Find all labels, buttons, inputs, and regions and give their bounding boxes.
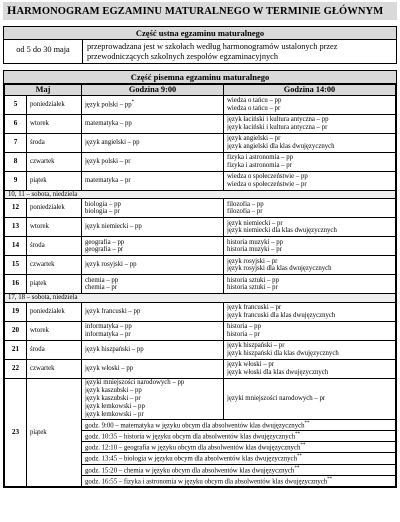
exam-entry: język francuski – pp: [85, 308, 141, 316]
morning-exams: [82, 275, 224, 294]
oral-exam-description: przeprowadzana jest w szkołach według harmonogramów ustalonych przez przewodniczących szkolnych zespołów egzaminacyjnych: [87, 42, 338, 61]
morning-exams: [82, 341, 224, 360]
weekend-row: [5, 294, 396, 303]
table-row: [5, 218, 396, 237]
morning-exams: [82, 237, 224, 256]
exam-entry: filozofia – pp: [227, 200, 264, 208]
afternoon-exams: [224, 360, 396, 379]
morning-exams: [82, 322, 224, 341]
table-row: [5, 133, 396, 152]
exam-entry: języki mniejszości narodowych – pr: [227, 395, 326, 403]
weekday: poniedziałek: [27, 199, 82, 218]
exam-entry: historia – pp: [227, 323, 261, 331]
exam-entry: język łemkowski – pp: [85, 403, 145, 411]
weekday: wtorek: [27, 114, 82, 133]
exam-entry: historia sztuki – pr: [227, 284, 278, 292]
afternoon-exams: [224, 256, 396, 275]
extra-exam-entry: godz. 9:00 – matematyka w języku obcym dla absolwentów klas dwujęzycznych**: [82, 419, 396, 430]
exam-entry: matematyka – pp: [85, 119, 132, 127]
page-title: [3, 2, 397, 20]
column-header-9: Godzina 9:00: [82, 85, 224, 96]
weekday: czwartek: [27, 360, 82, 379]
afternoon-exams: [224, 341, 396, 360]
morning-exams: [82, 199, 224, 218]
weekday: wtorek: [27, 218, 82, 237]
afternoon-exams: [224, 95, 396, 114]
day-number: 20: [5, 322, 27, 341]
exam-entry: język rosyjski – pr: [227, 257, 278, 265]
oral-exam-dates: od 5 do 30 maja: [4, 40, 83, 63]
exam-entry: geografia – pp: [85, 238, 125, 246]
exam-entry: biologia – pr: [85, 208, 120, 216]
weekday: środa: [27, 133, 82, 152]
exam-entry: język rosyjski dla klas dwujęzycznych: [227, 265, 332, 273]
exam-entry: język niemiecki – pp: [85, 223, 142, 231]
afternoon-exams: [224, 303, 396, 322]
table-row: [5, 171, 396, 190]
exam-entry: chemia – pr: [85, 284, 118, 292]
morning-exams: [82, 95, 224, 114]
day-number: 12: [5, 199, 27, 218]
table-row: [5, 303, 396, 322]
extra-exam-entry: godz. 12:10 – geografia w języku obcym dla absolwentów klas dwujęzycznych**: [82, 442, 396, 453]
day-number: 9: [5, 171, 27, 190]
footnote-mark: **: [327, 476, 333, 482]
morning-exams: [82, 303, 224, 322]
exam-entry: filozofia – pr: [227, 208, 263, 216]
afternoon-exams: [224, 218, 396, 237]
extra-exam-entry: godz. 16:55 – fizyka i astronomia w języku obcym dla absolwentów klas dwujęzycznych**: [82, 475, 396, 486]
title-first-letter: H: [7, 3, 17, 17]
written-exam-table: [4, 84, 396, 487]
table-row: [5, 341, 396, 360]
day-number: 13: [5, 218, 27, 237]
table-row: [5, 379, 396, 420]
exam-entry: matematyka – pr: [85, 176, 131, 184]
morning-exams: [82, 171, 224, 190]
morning-exams: [82, 152, 224, 171]
exam-entry: historia muzyki – pr: [227, 246, 282, 254]
written-exam-header: Część pisemna egzaminu maturalnego: [4, 71, 396, 84]
weekday: piątek: [27, 275, 82, 294]
weekday: poniedziałek: [27, 303, 82, 322]
afternoon-exams: [224, 171, 396, 190]
exam-entry: geografia – pr: [85, 246, 124, 254]
extra-exam-entry: godz. 10:35 – historia w języku obcym dla absolwentów klas dwujęzycznych**: [82, 431, 396, 442]
exam-entry: informatyka – pr: [85, 331, 131, 339]
footnote-mark: **: [295, 432, 301, 438]
exam-entry: język kaszubski – pr: [85, 395, 141, 403]
exam-entry: język polski – pp*: [85, 100, 135, 109]
afternoon-exams: [224, 237, 396, 256]
weekend-label: 10, 11 – sobota, niedziela: [5, 190, 396, 199]
exam-entry: język francuski – pr: [227, 304, 282, 312]
exam-entry: język łaciński i kultura antyczna – pr: [227, 123, 328, 131]
day-number: 6: [5, 114, 27, 133]
exam-entry: wiedza o społeczeństwie – pr: [227, 180, 307, 188]
extra-exam-entry: godz. 15:20 – chemia w języku obcym dla absolwentów klas dwujęzycznych**: [82, 464, 396, 475]
exam-entry: fizyka i astronomia – pr: [227, 161, 292, 169]
footnote-mark: **: [294, 465, 300, 471]
exam-entry: język łemkowski – pr: [85, 410, 144, 418]
column-header-month: Maj: [5, 85, 82, 96]
morning-exams: [82, 133, 224, 152]
day-number: 7: [5, 133, 27, 152]
table-row: [5, 322, 396, 341]
exam-entry: biologia – pp: [85, 200, 121, 208]
footnote-mark: **: [296, 454, 302, 460]
exam-entry: języki mniejszości narodowych – pp: [85, 379, 185, 387]
exam-entry: język włoski – pp: [85, 365, 134, 373]
extra-exam-entry: godz. 13:45 – biologia w języku obcym dla absolwentów klas dwujęzycznych**: [82, 453, 396, 464]
exam-entry: język polski – pr: [85, 157, 131, 165]
column-header-14: Godzina 14:00: [224, 85, 396, 96]
weekday: piątek: [27, 171, 82, 190]
exam-entry: wiedza o tańcu – pr: [227, 104, 281, 112]
table-row: [5, 360, 396, 379]
afternoon-exams: [224, 322, 396, 341]
schedule-page: [3, 2, 397, 488]
morning-exams: [82, 360, 224, 379]
afternoon-exams: [224, 114, 396, 133]
exam-entry: język niemiecki – pr: [227, 219, 283, 227]
morning-exams: [82, 379, 224, 420]
exam-entry: język włoski dla klas dwujęzycznych: [227, 369, 329, 377]
exam-entry: język rosyjski – pp: [85, 261, 137, 269]
afternoon-exams: [224, 133, 396, 152]
table-row: [5, 256, 396, 275]
footnote-mark: **: [300, 443, 306, 449]
day-number: 21: [5, 341, 27, 360]
table-row: [5, 114, 396, 133]
exam-entry: fizyka i astronomia – pp: [227, 153, 294, 161]
exam-entry: język kaszubski – pp: [85, 387, 142, 395]
day-number: 22: [5, 360, 27, 379]
exam-entry: język hiszpański – pr: [227, 342, 285, 350]
table-row: [5, 275, 396, 294]
weekday: środa: [27, 341, 82, 360]
morning-exams: [82, 218, 224, 237]
exam-entry: język angielski dla klas dwujęzycznych: [227, 142, 335, 150]
morning-exams: [82, 114, 224, 133]
exam-entry: język francuski dla klas dwujęzycznych: [227, 312, 336, 320]
table-row: [5, 152, 396, 171]
weekday: środa: [27, 237, 82, 256]
exam-entry: język angielski – pp: [85, 138, 140, 146]
morning-exams: [82, 256, 224, 275]
day-number: 16: [5, 275, 27, 294]
exam-entry: wiedza o społeczeństwie – pp: [227, 172, 308, 180]
exam-entry: informatyka – pp: [85, 323, 132, 331]
exam-entry: historia muzyki – pp: [227, 238, 284, 246]
afternoon-exams: [224, 199, 396, 218]
table-row: [5, 237, 396, 256]
exam-entry: historia sztuki – pp: [227, 276, 279, 284]
day-number: 15: [5, 256, 27, 275]
afternoon-exams: [224, 379, 396, 420]
footnote-mark: *: [131, 100, 135, 106]
exam-entry: język hiszpański dla klas dwujęzycznych: [227, 350, 339, 358]
oral-exam-row: [4, 40, 396, 63]
day-number: 5: [5, 95, 27, 114]
exam-entry: wiedza o tańcu – pp: [227, 96, 282, 104]
day-number: 23: [5, 379, 27, 487]
exam-entry: język hiszpański – pp: [85, 346, 144, 354]
exam-entry: język łaciński i kultura antyczna – pp: [227, 115, 329, 123]
table-row: [5, 199, 396, 218]
oral-exam-header: Część ustna egzaminu maturalnego: [4, 27, 396, 40]
footnote-mark: **: [304, 420, 310, 426]
weekday: czwartek: [27, 256, 82, 275]
exam-entry: język angielski – pr: [227, 134, 281, 142]
exam-entry: język niemiecki dla klas dwujęzycznych: [227, 227, 337, 235]
weekend-label: 17, 18 – sobota, niedziela: [5, 294, 396, 303]
day-number: 14: [5, 237, 27, 256]
afternoon-exams: [224, 275, 396, 294]
table-row: [5, 95, 396, 114]
oral-exam-section: [3, 26, 397, 64]
exam-entry: chemia – pp: [85, 276, 119, 284]
day-number: 8: [5, 152, 27, 171]
day-number: 19: [5, 303, 27, 322]
exam-entry: język włoski – pr: [227, 361, 275, 369]
title-rest: ARMONOGRAM EGZAMINU MATURALNEGO W TERMINIE GŁÓWNYM: [16, 6, 384, 17]
afternoon-exams: [224, 152, 396, 171]
weekday: piątek: [27, 379, 82, 487]
weekday: czwartek: [27, 152, 82, 171]
written-exam-section: [3, 70, 397, 488]
weekday: poniedziałek: [27, 95, 82, 114]
table-header-row: [5, 85, 396, 96]
exam-entry: historia – pr: [227, 331, 260, 339]
weekday: wtorek: [27, 322, 82, 341]
weekend-row: [5, 190, 396, 199]
